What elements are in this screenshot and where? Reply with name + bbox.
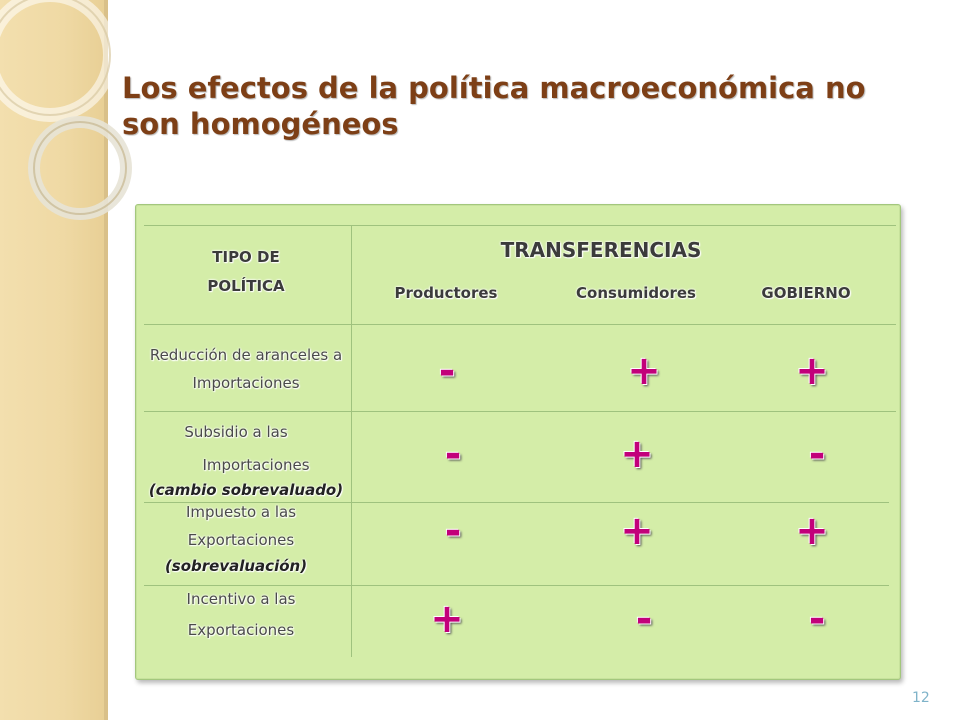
column-consumers: Consumidores bbox=[576, 284, 696, 302]
row-3-label-line2: Exportaciones bbox=[187, 531, 295, 549]
row-1-label-line1: Reducción de aranceles a bbox=[149, 346, 343, 364]
row-3-government-sign: + bbox=[795, 508, 829, 554]
row-4-government-sign: - bbox=[808, 596, 826, 642]
decorative-sidebar bbox=[0, 0, 106, 720]
grid-line-header bbox=[144, 324, 896, 325]
row-1-consumers-sign: + bbox=[627, 348, 661, 394]
grid-line-row3 bbox=[144, 585, 889, 586]
row-4-label-line2: Exportaciones bbox=[187, 621, 295, 639]
row-1-government-sign: + bbox=[795, 348, 829, 394]
row-2-consumers-sign: + bbox=[620, 431, 654, 477]
header-policy-type-line2: POLÍTICA bbox=[207, 277, 285, 295]
sidebar-divider bbox=[104, 0, 108, 720]
column-producers: Productores bbox=[394, 284, 498, 302]
row-4-producers-sign: + bbox=[430, 596, 464, 642]
grid-line-top bbox=[144, 225, 896, 226]
row-3-label-line3: (sobrevaluación) bbox=[164, 557, 308, 575]
slide-title: Los efectos de la política macroeconómica no son homogéneos bbox=[122, 71, 866, 141]
policy-effects-table bbox=[135, 204, 901, 680]
page-number: 12 bbox=[912, 690, 930, 706]
row-2-label-line2: Importaciones bbox=[202, 456, 310, 474]
column-government: GOBIERNO bbox=[761, 284, 851, 302]
header-transfers: TRANSFERENCIAS bbox=[500, 238, 702, 262]
row-1-producers-sign: - bbox=[438, 348, 456, 394]
row-2-label-line1: Subsidio a las bbox=[184, 423, 288, 441]
row-2-producers-sign: - bbox=[444, 431, 462, 477]
header-policy-type-line1: TIPO DE bbox=[212, 248, 280, 266]
row-2-label-line3: (cambio sobrevaluado) bbox=[148, 481, 344, 499]
row-3-consumers-sign: + bbox=[620, 508, 654, 554]
grid-line-row1 bbox=[144, 411, 896, 412]
row-3-label-line1: Impuesto a las bbox=[185, 503, 297, 521]
row-4-consumers-sign: - bbox=[635, 596, 653, 642]
row-4-label-line1: Incentivo a las bbox=[186, 590, 296, 608]
row-1-label-line2: Importaciones bbox=[192, 374, 300, 392]
row-2-government-sign: - bbox=[808, 431, 826, 477]
row-3-producers-sign: - bbox=[444, 508, 462, 554]
